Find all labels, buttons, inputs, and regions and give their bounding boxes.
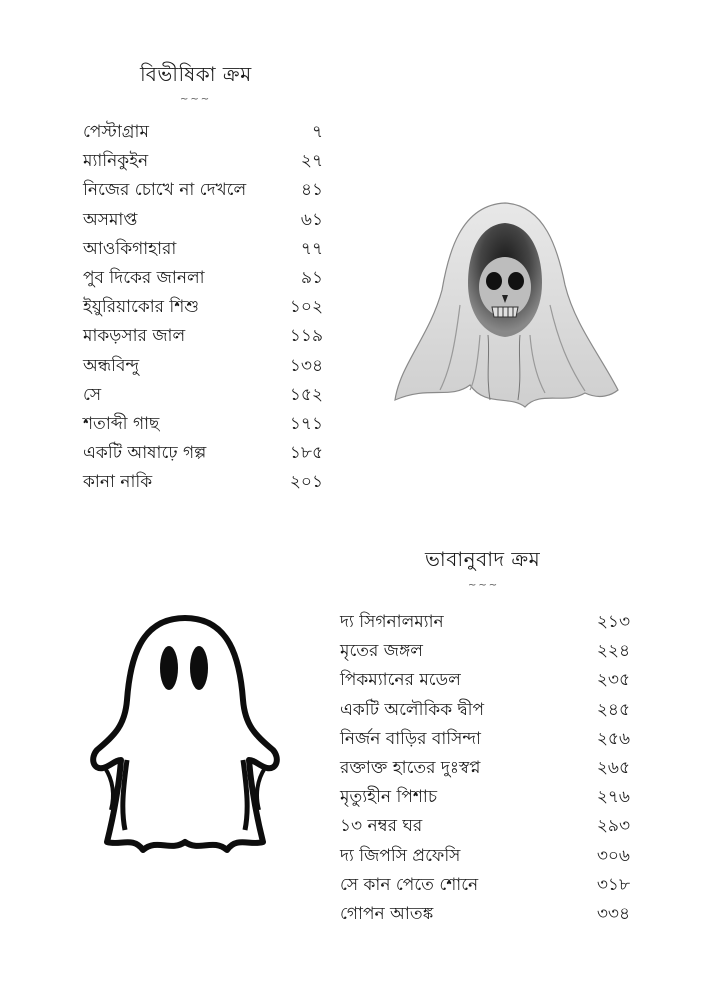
toc-entry-page-number: ৬১ [300, 209, 323, 230]
sheet-ghost-illustration [85, 610, 285, 860]
toc-entry-title: শতাব্দী গাছ [83, 413, 160, 434]
toc-entry [83, 118, 323, 147]
toc-entry-title: দ্য সিগনালম্যান [340, 612, 444, 632]
toc-entry [340, 696, 630, 725]
toc-entry [83, 439, 323, 468]
toc-entry [340, 608, 630, 637]
toc-entry [340, 812, 630, 841]
toc-entry-title: পিকম্যানের মডেল [340, 670, 461, 691]
toc-entry-page-number: ১০২ [289, 297, 323, 318]
toc-entry-page-number: ৭ [311, 122, 323, 142]
toc-entry [340, 666, 630, 695]
toc-entry-title: রক্তাক্ত হাতের দুঃস্বপ্ন [340, 757, 481, 778]
toc-entry [340, 783, 630, 812]
toc-entry-title: অন্ধবিন্দু [83, 355, 140, 376]
toc-entry-title: মৃতের জঙ্গল [340, 641, 423, 662]
toc-entry [83, 264, 323, 293]
toc-entry-title: গোপন আতঙ্ক [340, 903, 434, 924]
toc-entry-page-number: ৯১ [300, 267, 323, 288]
toc-entry-page-number: ২৭ [300, 151, 323, 172]
toc-entry [83, 235, 323, 264]
toc-entry-title: সে [83, 384, 102, 405]
hooded-skull-ghost-illustration [390, 195, 620, 415]
toc-entry-page-number: ২৫৬ [596, 728, 630, 749]
toc-entry-title: আওকিগাহারা [83, 238, 177, 259]
section-two-ornament: ~~~ [468, 580, 500, 591]
toc-entry-page-number: ৪১ [300, 180, 323, 201]
toc-entry-page-number: ২৭৬ [596, 787, 630, 808]
toc-entry [83, 381, 323, 410]
toc-entry [83, 147, 323, 176]
toc-entry [83, 322, 323, 351]
toc-entry-title: পুব দিকের জানলা [83, 267, 205, 288]
toc-entry-title: ম্যানিকুইন [83, 151, 149, 172]
toc-entry [83, 206, 323, 235]
toc-entry-title: নির্জন বাড়ির বাসিন্দা [340, 728, 481, 749]
toc-entry [83, 410, 323, 439]
toc-entry [83, 468, 323, 497]
toc-entry-title: অসমাপ্ত [83, 209, 138, 230]
toc-entry-page-number: ৩৩৪ [596, 903, 630, 924]
section-two-title: ভাবানুবাদ ক্রম [425, 547, 541, 571]
toc-entry-title: কানা নাকি [83, 472, 153, 493]
toc-entry-title: মাকড়সার জাল [83, 326, 186, 347]
toc-entry-page-number: ২৩৫ [596, 670, 630, 691]
toc-entry [83, 352, 323, 381]
toc-entry-page-number: ৩১৮ [596, 874, 630, 895]
toc-entry-page-number: ১১৯ [289, 326, 323, 347]
toc-entry-page-number: ১৫২ [289, 384, 323, 405]
toc-entry-page-number: ২০১ [289, 472, 323, 493]
toc-entry-page-number: ১৭১ [289, 413, 323, 434]
section-one-list [83, 118, 323, 497]
toc-entry-title: সে কান পেতে শোনে [340, 874, 479, 895]
toc-entry-title: একটি অলৌকিক দ্বীপ [340, 699, 485, 720]
toc-entry [340, 637, 630, 666]
toc-entry-page-number: ১৮৫ [289, 443, 323, 464]
toc-entry [340, 842, 630, 871]
toc-entry [340, 900, 630, 929]
toc-entry-page-number: ১৩৪ [289, 355, 323, 376]
toc-entry-page-number: ৩০৬ [596, 845, 630, 866]
toc-entry-title: মৃত্যুহীন পিশাচ [340, 787, 438, 808]
toc-entry-page-number: ২৯৩ [596, 816, 630, 837]
toc-entry-page-number: ৭৭ [300, 238, 323, 259]
toc-entry [83, 176, 323, 205]
toc-entry-page-number: ২৬৫ [596, 757, 630, 778]
toc-entry-page-number: ২১৩ [596, 612, 630, 632]
toc-entry-title: নিজের চোখে না দেখলে [83, 180, 247, 201]
toc-entry [340, 725, 630, 754]
toc-entry-title: ১৩ নম্বর ঘর [340, 816, 423, 837]
toc-entry [340, 754, 630, 783]
toc-entry [83, 293, 323, 322]
toc-entry-page-number: ২২৪ [596, 641, 630, 662]
section-one-title: বিভীষিকা ক্রম [140, 62, 252, 86]
toc-entry-title: পেস্টাগ্রাম [83, 122, 149, 142]
toc-entry [340, 871, 630, 900]
section-one-ornament: ~~~ [180, 94, 212, 105]
toc-entry-title: একটি আষাঢ়ে গল্প [83, 443, 207, 464]
toc-entry-page-number: ২৪৫ [596, 699, 630, 720]
section-two-list [340, 608, 630, 929]
toc-entry-title: ইয়ুরিয়াকোর শিশু [83, 297, 199, 318]
toc-entry-title: দ্য জিপসি প্রফেসি [340, 845, 461, 866]
